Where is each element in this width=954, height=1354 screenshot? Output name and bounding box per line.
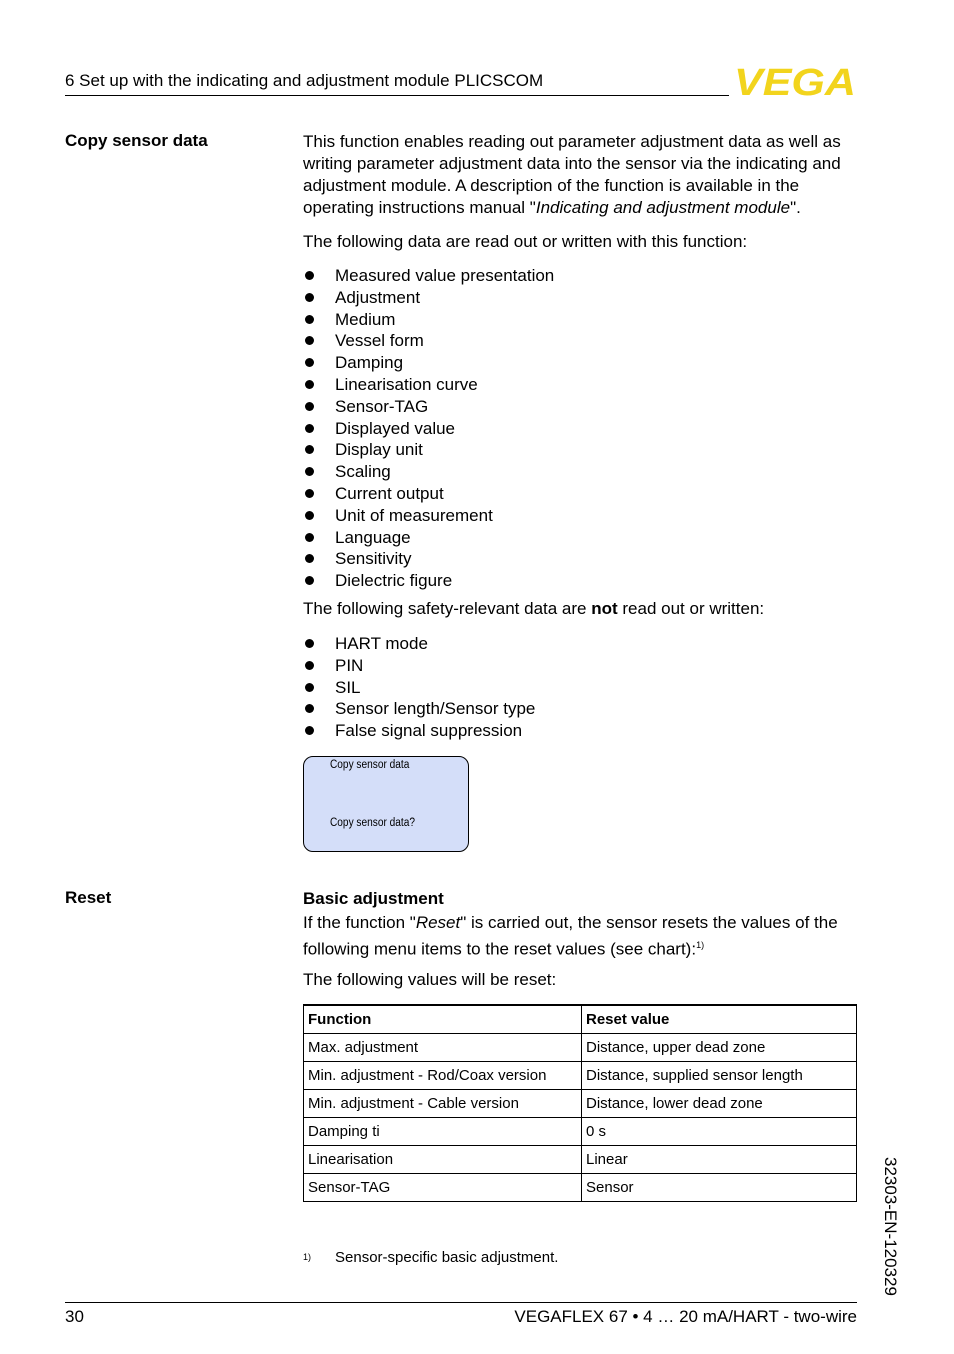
reset-text-end: " is carried out, the sensor resets the values of the following menu items to the reset values (see chart):: [303, 913, 838, 959]
list-item: Sensitivity: [303, 548, 859, 570]
reset-table: [303, 1004, 857, 1202]
list-item: Adjustment: [303, 287, 859, 309]
list-item: Displayed value: [303, 418, 859, 440]
list-item: Medium: [303, 309, 859, 331]
list-item: Linearisation curve: [303, 374, 859, 396]
table-header-reset-value: Reset value: [582, 1005, 857, 1034]
function-cell: Sensor-TAG: [304, 1174, 582, 1202]
reset-table-body: [304, 1034, 857, 1202]
not-items: [303, 633, 859, 742]
table-row: [304, 1174, 857, 1202]
function-cell: Min. adjustment - Rod/Coax version: [304, 1062, 582, 1090]
copy-sensor-intro: [303, 131, 859, 219]
function-cell: Min. adjustment - Cable version: [304, 1090, 582, 1118]
not-intro-text: The following safety-relevant data are: [303, 599, 592, 618]
not-items-list: [303, 633, 859, 742]
list-item: PIN: [303, 655, 859, 677]
read-intro: The following data are read out or written with this function:: [303, 232, 748, 251]
table-row: [304, 1090, 857, 1118]
copy-sensor-body: [303, 131, 859, 219]
reset-value-cell: 0 s: [582, 1118, 857, 1146]
reset-function-name: Reset: [415, 913, 461, 932]
list-item: Dielectric figure: [303, 570, 859, 592]
not-intro: [303, 598, 859, 620]
vega-logo-icon: [733, 64, 857, 98]
list-item: Vessel form: [303, 330, 859, 352]
list-item: Display unit: [303, 439, 859, 461]
footnote-text: Sensor-specific basic adjustment.: [335, 1249, 559, 1266]
header-rule: [65, 95, 729, 96]
not-emphasis: not: [591, 599, 618, 618]
function-cell: Max. adjustment: [304, 1034, 582, 1062]
table-header-function: Function: [304, 1005, 582, 1034]
table-row: [304, 1146, 857, 1174]
list-item: Sensor length/Sensor type: [303, 698, 859, 720]
table-row: [304, 1062, 857, 1090]
vega-logo: [733, 64, 857, 98]
footnote-mark: 1): [303, 1252, 312, 1262]
page-number: 30: [65, 1307, 84, 1326]
list-item: Unit of measurement: [303, 505, 859, 527]
function-cell: Damping ti: [304, 1118, 582, 1146]
reset-value-cell: Distance, upper dead zone: [582, 1034, 857, 1062]
display-title: Copy sensor data: [330, 759, 410, 771]
table-row: [304, 1034, 857, 1062]
footnote-ref: 1): [696, 940, 705, 950]
intro-text: This function enables reading out parameter adjustment data as well as writing parameter adjustment data into the sensor via the indicating and adjustment module. A description of the function is available in the operating instructions manual ": [303, 132, 841, 217]
reset-values-intro: The following values will be reset:: [303, 970, 557, 989]
footer-rule: [65, 1302, 857, 1303]
display-screen: [303, 756, 469, 852]
manual-title: Indicating and adjustment module: [535, 198, 791, 217]
list-item: Measured value presentation: [303, 265, 859, 287]
reset-value-cell: Sensor: [582, 1174, 857, 1202]
list-item: HART mode: [303, 633, 859, 655]
list-item: SIL: [303, 677, 859, 699]
basic-adjustment-heading: Basic adjustment: [303, 889, 444, 908]
list-item: Damping: [303, 352, 859, 374]
reset-value-cell: Distance, supplied sensor length: [582, 1062, 857, 1090]
not-intro-end: read out or written:: [617, 599, 765, 618]
reset-value-cell: Linear: [582, 1146, 857, 1174]
document-code: 32303-EN-120329: [881, 1157, 900, 1296]
section-header: 6 Set up with the indicating and adjustment module PLICSCOM: [65, 71, 544, 90]
function-cell: Linearisation: [304, 1146, 582, 1174]
product-name: VEGAFLEX 67 • 4 … 20 mA/HART - two-wire: [514, 1307, 857, 1326]
list-item: False signal suppression: [303, 720, 859, 742]
display-prompt: Copy sensor data?: [330, 817, 415, 829]
list-item: Scaling: [303, 461, 859, 483]
reset-text: If the function ": [303, 913, 416, 932]
list-item: Current output: [303, 483, 859, 505]
intro-end: ".: [790, 198, 801, 217]
reset-heading: Reset: [65, 888, 112, 907]
reset-value-cell: Distance, lower dead zone: [582, 1090, 857, 1118]
read-items-list: [303, 265, 859, 592]
read-items: [303, 265, 859, 592]
table-row: [304, 1118, 857, 1146]
list-item: Language: [303, 527, 859, 549]
reset-description: [303, 912, 859, 961]
logo-text: VEGA: [734, 64, 856, 98]
copy-sensor-heading: Copy sensor data: [65, 131, 208, 150]
list-item: Sensor-TAG: [303, 396, 859, 418]
table-header-row: [304, 1005, 857, 1034]
